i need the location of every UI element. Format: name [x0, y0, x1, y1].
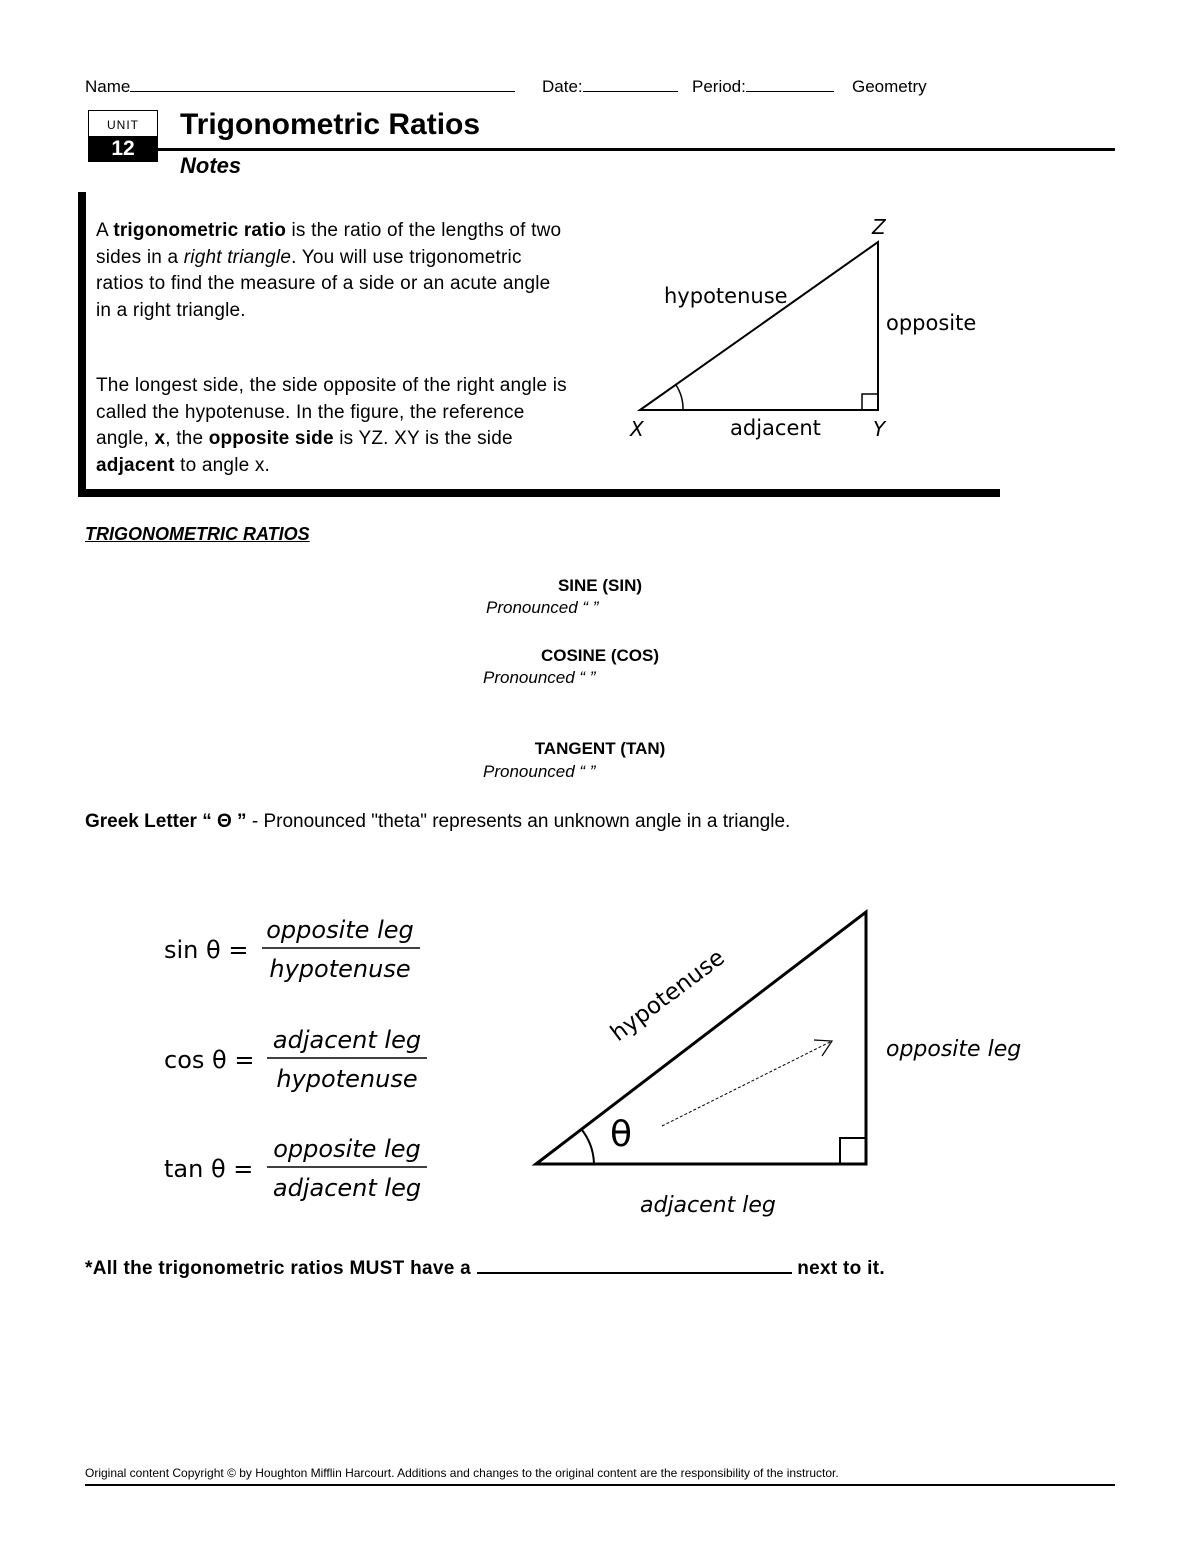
unit-badge	[88, 110, 158, 162]
triangle-figure-xyz	[620, 210, 1000, 450]
section-heading: TRIGONOMETRIC RATIOS	[85, 524, 310, 544]
tan-denominator: adjacent leg	[272, 1174, 422, 1202]
name-field	[85, 77, 515, 97]
page-title: Trigonometric Ratios	[180, 108, 481, 141]
theta-label: θ	[610, 1114, 633, 1155]
cos-denominator: hypotenuse	[276, 1065, 418, 1093]
vertex-z-label: Z	[872, 215, 886, 239]
angle-x-arc	[676, 385, 683, 410]
vertex-x-label: X	[630, 417, 644, 441]
right-angle-mark-2	[840, 1138, 866, 1164]
triangle-xyz	[640, 242, 878, 410]
date-field	[542, 77, 678, 97]
sine-pronounced: Pronounced “ ”	[486, 598, 599, 617]
sine-heading: SINE (SIN)	[557, 576, 643, 595]
cos-lhs: cos θ =	[164, 1046, 255, 1074]
adjacent-label: adjacent	[730, 416, 821, 440]
cos-numerator: adjacent leg	[272, 1026, 422, 1054]
period-label: Period:	[692, 77, 746, 96]
name-label: Name	[85, 77, 131, 96]
tan-lhs: tan θ =	[164, 1155, 254, 1183]
must-note: *All the trigonometric ratios MUST have a next to it.	[85, 1258, 885, 1279]
tan-numerator: opposite leg	[273, 1135, 421, 1163]
hypotenuse-label: hypotenuse	[664, 284, 788, 308]
opposite-leg-label: opposite leg	[886, 1037, 1022, 1062]
sin-lhs: sin θ =	[164, 936, 249, 964]
sin-formula	[164, 916, 420, 983]
vertex-y-label: Y	[873, 417, 886, 441]
cos-formula	[164, 1026, 427, 1093]
right-angle-mark	[862, 394, 878, 410]
copyright: Original content Copyright © by Houghton Mifflin Harcourt. Additions and changes to the original content are the responsibility of the instructor.	[85, 1466, 839, 1480]
sin-numerator: opposite leg	[266, 916, 414, 944]
greek-text: - Pronounced "theta" represents an unknown angle in a triangle.	[246, 811, 791, 832]
tangent-pronounced: Pronounced “ ”	[483, 762, 596, 781]
theta-arc	[582, 1130, 594, 1164]
trig-formulas-figure	[150, 890, 1050, 1230]
theta-triangle	[536, 912, 866, 1164]
date-label: Date:	[542, 77, 583, 96]
tangent-heading: TANGENT (TAN)	[534, 739, 666, 758]
greek-label: Greek Letter “ Θ ”	[85, 811, 247, 832]
hypotenuse-label-2: hypotenuse	[605, 944, 730, 1047]
adjacent-leg-label: adjacent leg	[640, 1193, 776, 1218]
tan-formula	[164, 1135, 427, 1202]
title-rule	[158, 148, 1115, 151]
sin-denominator: hypotenuse	[269, 955, 411, 983]
period-field	[692, 77, 834, 97]
subject-label: Geometry	[852, 77, 927, 96]
arrow-line	[662, 1042, 830, 1126]
page-subtitle: Notes	[180, 153, 242, 178]
greek-letter-note	[85, 811, 790, 833]
footer-rule	[85, 1484, 1115, 1486]
cosine-heading: COSINE (COS)	[540, 646, 660, 665]
intro-paragraph-1: A trigonometric ratio is the ratio of the lengths of two sides in a right triangle. You will use trigonometric ratios to find the measure of a side or an acute angle in a right triangle.	[96, 220, 562, 321]
unit-number: 12	[88, 136, 158, 162]
unit-label: UNIT	[88, 110, 158, 137]
intro-paragraph-2: The longest side, the side opposite of the right angle is called the hypotenuse. In the figure, the reference angle, x, the opposite side is YZ. XY is the side adjacent to angle x.	[96, 375, 567, 476]
cosine-pronounced: Pronounced “ ”	[483, 668, 596, 687]
opposite-label: opposite	[886, 311, 977, 335]
must-blank	[477, 1256, 792, 1274]
